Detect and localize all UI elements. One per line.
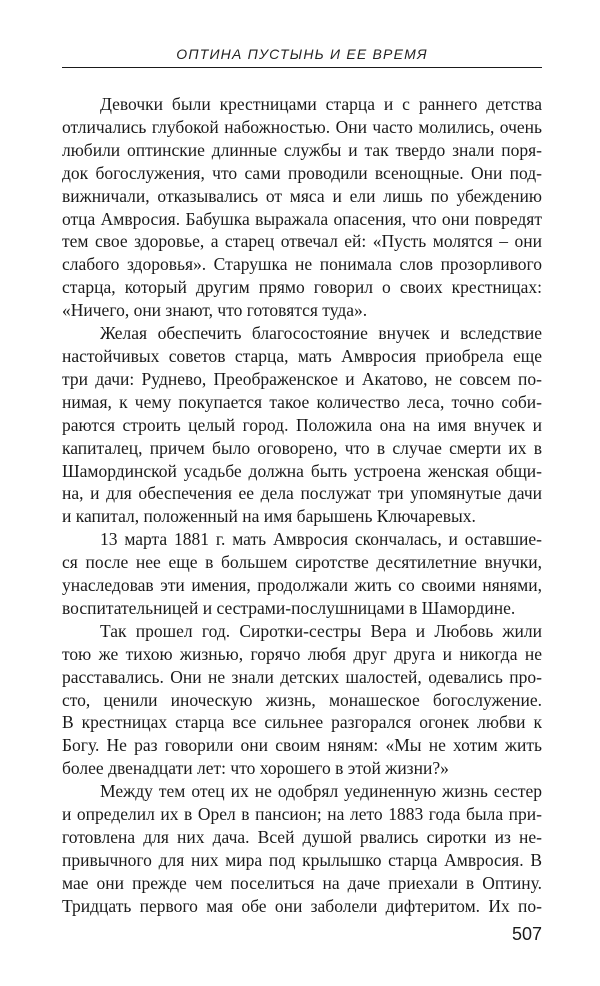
text-line: Богу. Не раз говорили они своим няням: «Мы не хотим жить <box>62 735 542 756</box>
text-line: Тридцать первого мая обе они заболели дифтеритом. Их по- <box>62 895 542 916</box>
text-line: вижничали, отказывались от мяса и ели лишь по убеждению <box>62 185 542 206</box>
text-line: воспитательницей и сестрами-послушницами в Шамордине. <box>62 597 516 618</box>
text-line: капиталец, причем было оговорено, что в случае смерти их в <box>62 437 542 458</box>
text-line: В крестницах старца все сильнее разгорался огонек любви к <box>62 712 542 733</box>
text-line: отца Амвросия. Бабушка выражала опасения, что они повредят <box>62 208 542 229</box>
text-line: три дачи: Руднево, Преображенское и Акатово, не совсем по- <box>62 368 542 389</box>
text-line: более двенадцати лет: что хорошего в этой жизни?» <box>62 758 449 779</box>
text-line: и определил их в Орел в пансион; на лето 1883 года была при- <box>62 804 542 825</box>
text-line: Так прошел год. Сиротки-сестры Вера и Любовь жили <box>100 620 542 641</box>
header-rule <box>62 67 542 68</box>
text-line: тою же тихою жизнью, горячо любя друг друга и никогда не <box>62 643 542 664</box>
text-line: отличались глубокой набожностью. Они часто молились, очень <box>62 116 542 137</box>
text-line: док богослужения, что сами проводили всенощные. Они под- <box>62 162 542 183</box>
text-line: сто, ценили иноческую жизнь, монашеское богослужение. <box>62 689 542 710</box>
text-line: на, и для обеспечения ее дела послужат три упомянутые дачи <box>62 483 542 504</box>
text-line: расставались. Они не знали детских шалостей, одевались про- <box>62 666 542 687</box>
text-line: слабого здоровья». Старушка не понимала слов прозорливого <box>62 254 542 275</box>
text-line: мае они прежде чем поселиться на даче приехали в Оптину. <box>62 872 542 893</box>
body-text <box>62 93 542 918</box>
text-line: «Ничего, они знают, что готовятся туда». <box>62 300 368 321</box>
text-line: нимая, к чему покупается такое количество леса, точно соби- <box>62 391 542 412</box>
text-line: Желая обеспечить благосостояние внучек и вследствие <box>100 323 542 344</box>
text-line: унаследовав эти имения, продолжали жить со своими нянями, <box>62 575 542 596</box>
text-line: старца, который другим прямо говорил о своих крестницах: <box>62 277 542 298</box>
text-line: готовлена для них дача. Всей душой рвались сиротки из не- <box>62 827 542 847</box>
text-line: привычного для них мира под крылышко старца Амвросия. В <box>62 849 542 870</box>
text-line: тем свое здоровье, а старец отвечал ей: «Пусть молятся – они <box>62 231 542 252</box>
text-line: и капитал, положенный на имя барышень Ключаревых. <box>62 506 476 527</box>
page-number: 507 <box>511 924 542 944</box>
text-line: ся после нее еще в большем сиротстве десятилетние внучки, <box>62 552 542 573</box>
text-line: 13 марта 1881 г. мать Амвросия скончалась, и оставшие- <box>100 529 542 550</box>
text-line: любили оптинские длинные службы и так твердо знали поря- <box>62 139 542 160</box>
text-line: Шамординской усадьбе должна быть устроена женская общи- <box>62 460 542 481</box>
text-line: раются строить целый город. Положила она на имя внучек и <box>62 414 542 435</box>
text-line: Между тем отец их не одобрял уединенную жизнь сестер <box>100 781 542 802</box>
running-header: ОПТИНА ПУСТЫНЬ И ЕЕ ВРЕМЯ <box>176 46 428 62</box>
text-line: Девочки были крестницами старца и с раннего детства <box>100 94 542 114</box>
text-line: настойчивых советов старца, мать Амвросия приобрела еще <box>62 345 542 366</box>
